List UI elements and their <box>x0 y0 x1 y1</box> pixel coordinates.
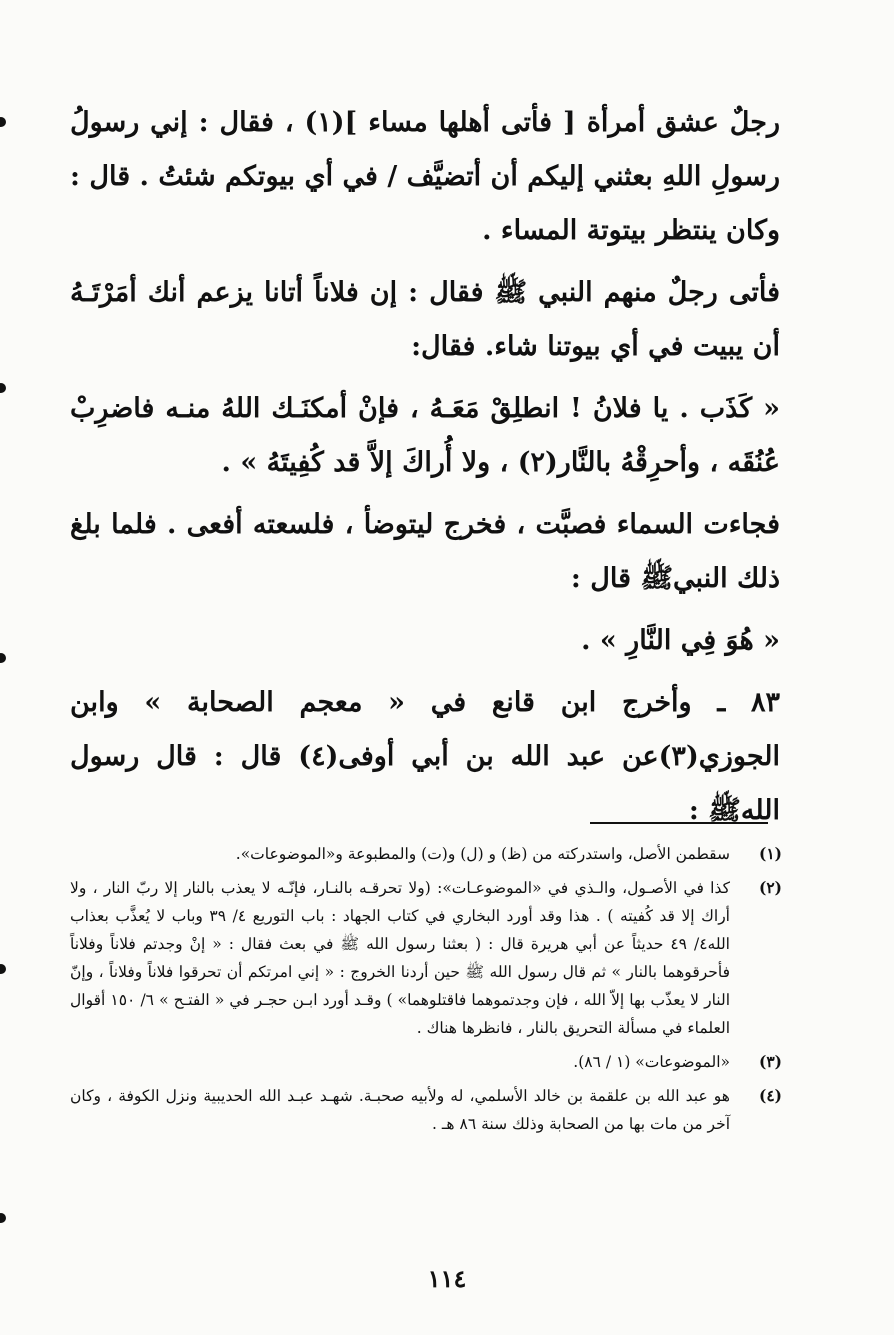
hadith-quote: « هُوَ فِي النَّارِ » . <box>581 625 780 656</box>
scan-edge-mark <box>0 1213 6 1223</box>
footnote-text: «الموضوعات» (١ / ٨٦). <box>573 1053 730 1071</box>
footnote-text: هو عبد الله بن علقمة بن خالد الأسلمي، له ولأبيه صحبـة. شهـد عبـد الله الحديبية ونزل الكوفة ، وكان آخر من مات بها من الصحابة وذلك سنة ٨٦ هـ . <box>70 1087 730 1133</box>
scan-edge-mark <box>0 117 6 127</box>
footnote-number: (٣) <box>758 1052 782 1071</box>
paragraph: فأتى رجلٌ منهم النبي ﷺ فقال : إن فلاناً أتانا يزعم أنك أمَرْتَـهُ أن يبيت في أي بيوتنا شاء. فقال: <box>70 277 780 362</box>
scan-edge-mark <box>0 964 6 974</box>
paragraph: ٨٣ ـ وأخرج ابن قانع في « معجم الصحابة » وابن الجوزي(٣)عن عبد الله بن أبي أوفى(٤) قال : قال رسول اللهﷺ : <box>70 687 780 826</box>
footnote <box>70 874 782 1042</box>
footnote-text: سقطمن الأصل، واستدركته من (ظ) و (ل) و(ت) والمطبوعة و«الموضوعات». <box>235 845 730 863</box>
page-number: ١١٤ <box>427 1264 467 1293</box>
footnote <box>70 840 782 868</box>
footnote-number: (٤) <box>758 1086 782 1105</box>
footnote-number: (٢) <box>758 878 782 897</box>
footnote-number: (١) <box>758 844 782 863</box>
footnote-divider <box>590 822 768 824</box>
footnote-text: كذا في الأصـول، والـذي في «الموضوعـات»: (ولا تحرقـه بالنـار، فإنّـه لا يعذب بالنار إلا ربّ النار ، ولا أراك إلا قد كُفيته ) . هذا وقد أورد البخاري في كتاب الجهاد : باب التوريع ٤/ ٣٩ وباب لا يُعذَّب بعذاب الله٤/ ٤٩ حديثاً عن أبي هريرة قال : ( بعثنا رسول الله ﷺ في بعث فقال : « إنْ وجدتم فلاناً وفلاناً فأحرقوهما بالنار » ثم قال رسول الله ﷺ حين أردنا الخروج : « إني امرتكم أن تحرقوا فلاناً وفلاناً ، وإنّ النار لا يعذّب بها إلاّ الله ، فإن وجدتموهما فاقتلوهما» ) وقـد أورد ابـن حجـر في « الفتـح » ٦/ ١٥٠ أقوال العلماء في مسألة التحريق بالنار ، فانظرها هناك . <box>70 879 730 1037</box>
paragraph: فجاءت السماء فصبَّت ، فخرج ليتوضأ ، فلسعته أفعى . فلما بلغ ذلك النبيﷺ قال : <box>70 509 780 594</box>
footnote <box>70 1082 782 1138</box>
footnotes <box>70 840 782 1144</box>
main-text <box>70 96 780 846</box>
scan-edge-mark <box>0 383 6 393</box>
scan-edge-mark <box>0 653 6 663</box>
paragraph: رجلٌ عشق أمرأة [ فأتى أهلها مساء ](١) ، فقال : إني رسولُ رسولِ اللهِ بعثني إليكم أن أتضيَّف / في أي بيوتكم شئتُ . قال : وكان ينتظر بيتوتة المساء . <box>70 107 780 246</box>
footnote <box>70 1048 782 1076</box>
hadith-quote: « كَذَب . يا فلانُ ! انطلِقْ مَعَـهُ ، فإنْ أمكنَـك اللهُ منـه فاضرِبْ عُنُقَه ، وأحرِقْهُ بالنَّار(٢) ، ولا أُراكَ إلاَّ قد كُفِيتَهُ » . <box>70 393 780 478</box>
